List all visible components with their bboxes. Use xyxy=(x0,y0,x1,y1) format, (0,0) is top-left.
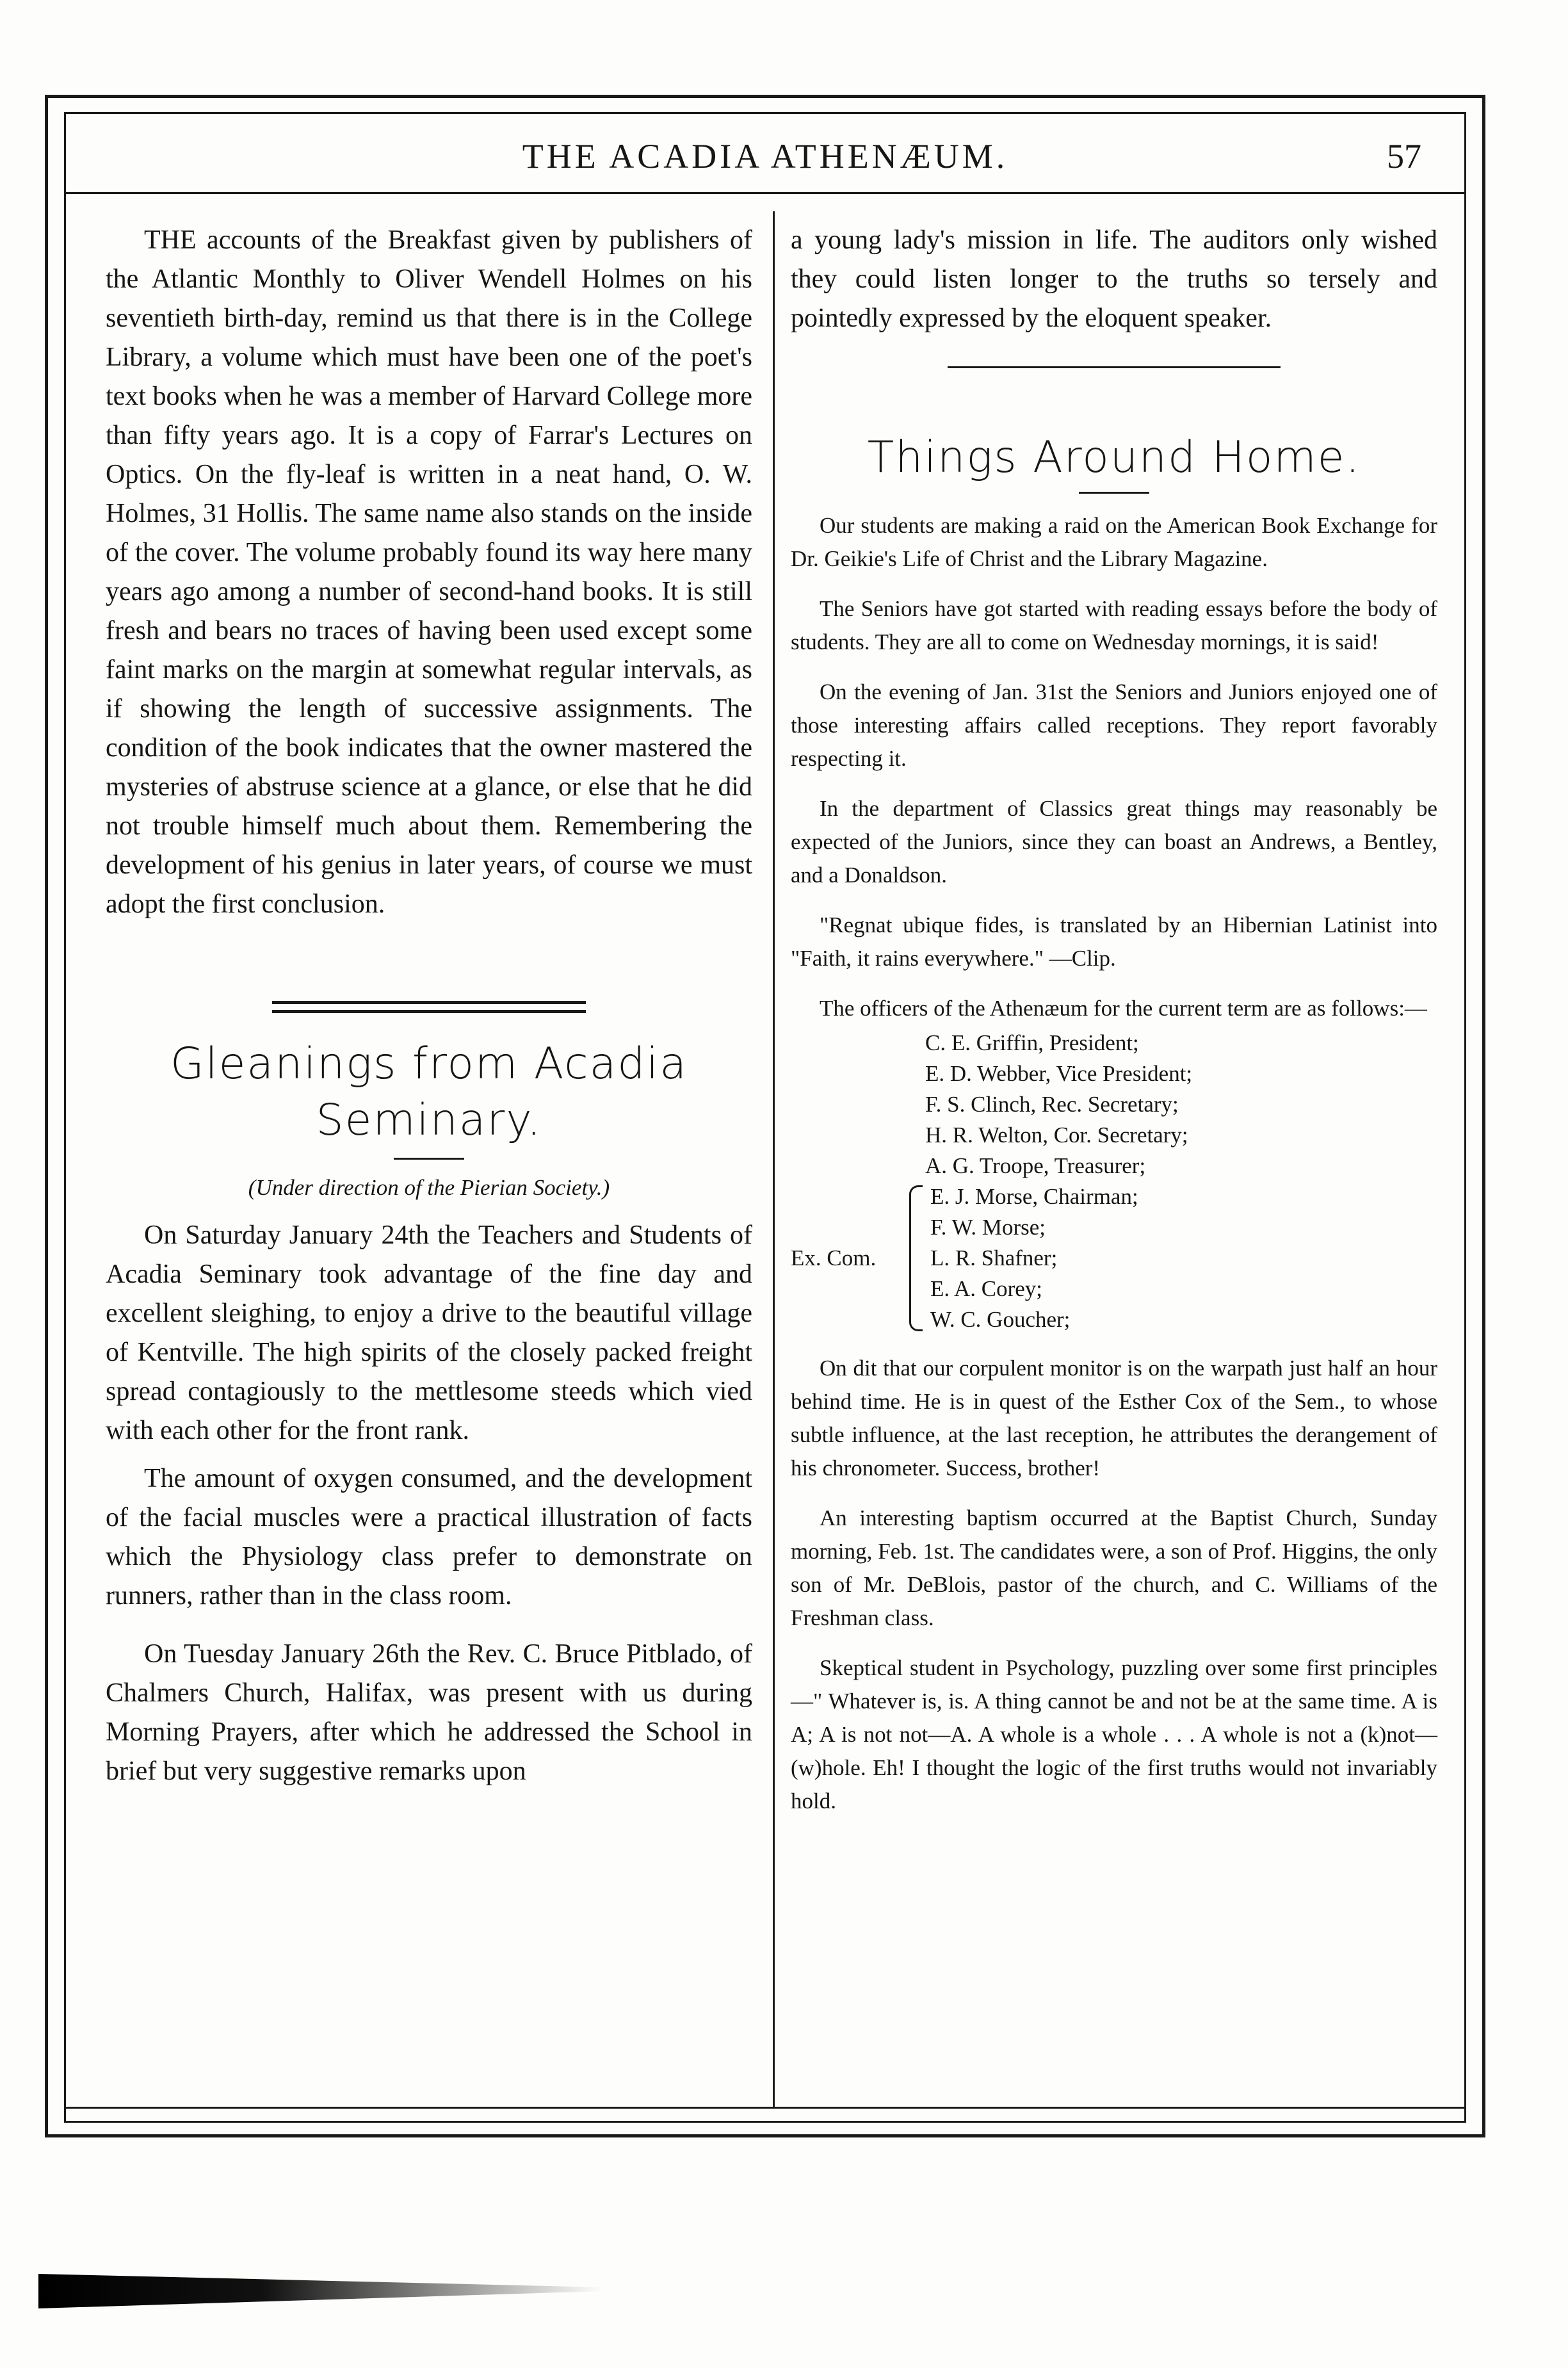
officers-list xyxy=(791,1028,1437,1335)
page-header xyxy=(64,131,1466,189)
excom-members xyxy=(930,1181,1138,1335)
officer: A. G. Troope, Treasurer; xyxy=(925,1153,1146,1178)
title-rule xyxy=(394,1158,464,1160)
officer: C. E. Griffin, President; xyxy=(925,1030,1139,1055)
brace xyxy=(909,1185,923,1331)
seminary-section-title: Gleanings from Acadia Seminary. xyxy=(170,1039,688,1146)
excom-label: Ex. Com. xyxy=(791,1245,877,1270)
right-column xyxy=(791,221,1437,1835)
home-section-title: Things Around Home. xyxy=(867,432,1361,483)
continued-paragraph: a young lady's mission in life. The auditors only wished they could listen longer to the truths so tersely and pointedly expressed by the eloquent speaker. xyxy=(791,225,1437,333)
news-item: The officers of the Athenæum for the current term are as follows:— xyxy=(820,996,1427,1021)
excom-member: E. J. Morse, Chairman; xyxy=(930,1184,1138,1209)
news-item: On dit that our corpulent monitor is on the warpath just half an hour behind time. He is in quest of the Esther Cox of the Sem., to whose subtle influence, at the last reception, he attributes the derangement of his chronometer. Success, brother! xyxy=(791,1356,1437,1480)
excom-member: E. A. Corey; xyxy=(930,1276,1042,1301)
officer: F. S. Clinch, Rec. Secretary; xyxy=(925,1092,1179,1117)
officer: E. D. Webber, Vice President; xyxy=(925,1061,1193,1086)
ink-smear xyxy=(38,2270,602,2308)
header-rule xyxy=(64,192,1466,194)
section-double-rule xyxy=(272,1001,586,1013)
holmes-paragraph: THE accounts of the Breakfast given by publishers of the Atlantic Monthly to Oliver Wendell Holmes on his seventieth birth-day, remind us that there is in the College Library, a volume which must have been one of the poet's text books when he was a member of Harvard College more than fifty years ago. It is a copy of Farrar's Lectures on Optics. On the fly-leaf is written in a neat hand, O. W. Holmes, 31 Hollis. The same name also stands on the inside of the cover. The volume probably found its way here many years ago among a number of second-hand books. It is still fresh and bears no traces of having been used except some faint marks on the margin at somewhat regular intervals, as if showing the length of successive assignments. The condition of the book indicates that the owner mastered the mysteries of abstruse science at a glance, or else that he did not trouble himself much about them. Remembering the development of his genius in later years, of course we must adopt the first conclusion. xyxy=(106,225,753,919)
excom-member: W. C. Goucher; xyxy=(930,1307,1071,1332)
officer: H. R. Welton, Cor. Secretary; xyxy=(925,1123,1188,1148)
title-rule xyxy=(1079,492,1149,494)
journal-title: THE ACADIA ATHENÆUM. xyxy=(522,137,1008,175)
news-item: Our students are making a raid on the American Book Exchange for Dr. Geikie's Life of Christ and the Library Magazine. xyxy=(791,513,1437,571)
news-item: In the department of Classics great things may reasonably be expected of the Juniors, since they can boast an Andrews, a Bentley, and a Donaldson. xyxy=(791,796,1437,888)
left-column xyxy=(106,221,752,1791)
page-number: 57 xyxy=(1387,137,1421,175)
footer-rule xyxy=(64,2107,1466,2109)
news-item: The Seniors have got started with reading essays before the body of students. They are all to come on Wednesday mornings, it is said! xyxy=(791,596,1437,654)
excom-member: L. R. Shafner; xyxy=(930,1245,1058,1270)
executive-committee xyxy=(791,1181,1437,1335)
news-item: An interesting baptism occurred at the Baptist Church, Sunday morning, Feb. 1st. The candidates were, a son of Prof. Higgins, the only son of Mr. DeBlois, pastor of the church, and C. Williams of the Freshman class. xyxy=(791,1505,1437,1630)
news-item: Skeptical student in Psychology, puzzling over some first principles—" Whatever is, is. A thing cannot be and not be at the same time. A is A; A is not not—A. A whole is a whole . . . A whole is not a (k)not—(w)hole. Eh! I thought the logic of the first truths would not invariably hold. xyxy=(791,1655,1437,1813)
news-item: On the evening of Jan. 31st the Seniors and Juniors enjoyed one of those interesting affairs called receptions. They report favorably respecting it. xyxy=(791,679,1437,771)
section-rule xyxy=(948,366,1281,368)
column-divider xyxy=(773,211,775,2107)
news-item: "Regnat ubique fides, is translated by an Hibernian Latinist into "Faith, it rains everywhere." —Clip. xyxy=(791,912,1437,971)
paragraph: On Saturday January 24th the Teachers and Students of Acadia Seminary took advantage of the fine day and excellent sleighing, to enjoy a drive to the beautiful village of Kentville. The high spirits of the closely packed freight spread contagiously to the mettlesome steeds which vied with each other for the front rank. xyxy=(106,1220,752,1445)
excom-member: F. W. Morse; xyxy=(930,1215,1046,1240)
paragraph: On Tuesday January 26th the Rev. C. Bruce Pitblado, of Chalmers Church, Halifax, was present with us during Morning Prayers, after which he addressed the School in brief but very suggestive remarks upon xyxy=(106,1639,752,1786)
seminary-subtitle: (Under direction of the Pierian Society.) xyxy=(248,1175,610,1200)
paragraph: The amount of oxygen consumed, and the development of the facial muscles were a practical illustration of facts which the Physiology class prefer to demonstrate on runners, rather than in the class room. xyxy=(106,1464,752,1610)
